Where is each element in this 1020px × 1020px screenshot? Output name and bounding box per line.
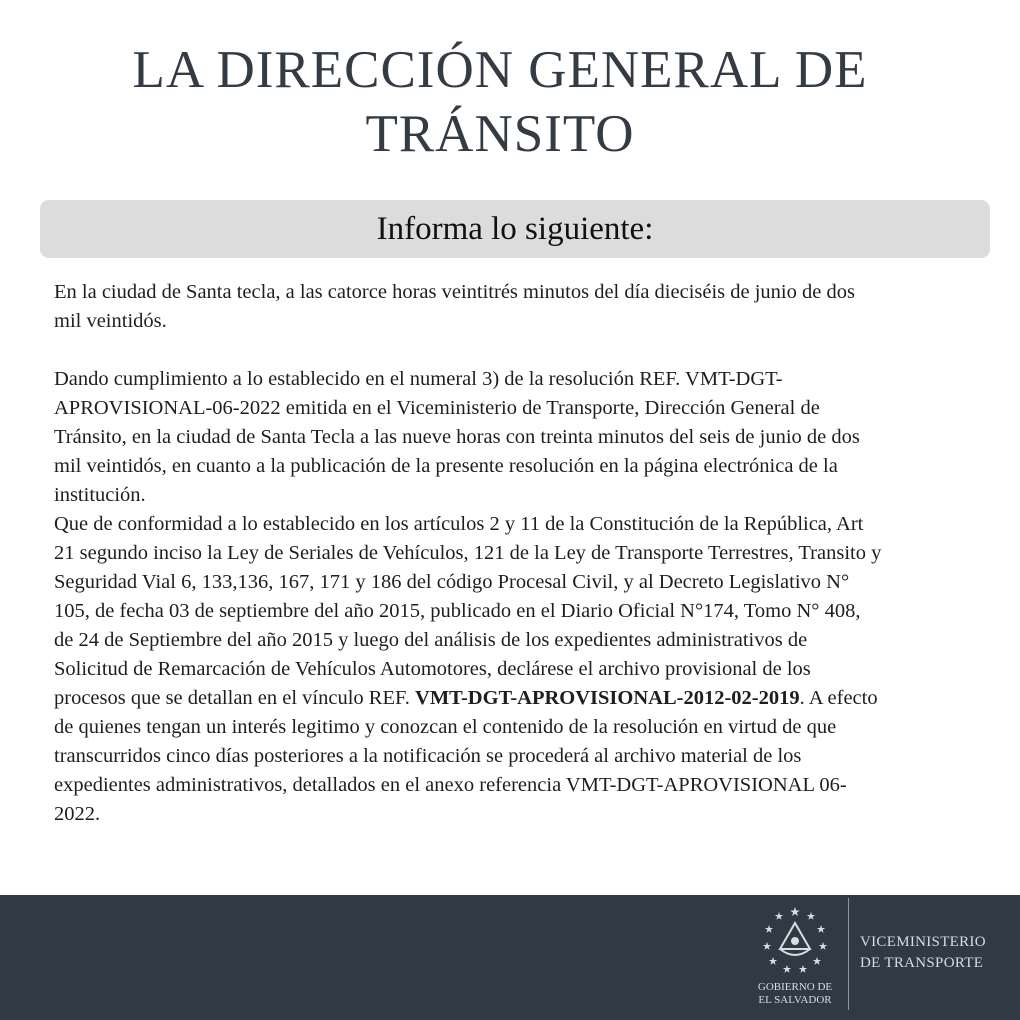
paragraph-resolution [54,510,884,829]
resolution-reference: VMT-DGT-APROVISIONAL-2012-02-2019 [415,687,800,709]
paragraph-date: En la ciudad de Santa tecla, a las catorce horas veintitrés minutos del día dieciséis de junio de dos mil veintidós. [54,281,855,332]
ministry-line-1: VICEMINISTERIO [860,934,986,950]
gov-line-2: EL SALVADOR [758,994,832,1006]
government-label [742,981,848,1007]
ministry-label [860,932,986,974]
banner-text: Informa lo siguiente: [376,210,654,247]
paragraph-compliance: Dando cumplimiento a lo establecido en el numeral 3) de la resolución REF. VMT-DGT-APROVISIONAL-06-2022 emitida en el Viceministerio de Transporte, Dirección General de Tránsito, en la ciudad de Santa Tecla a las nueve horas con treinta minutos del seis de junio de dos mil veintidós, en cuanto a la publicación de la presente resolución en la página electrónica de la institución. [54,368,860,506]
page-title [0,38,1000,166]
paragraph-resolution-start: Que de conformidad a lo establecido en los artículos 2 y 11 de la Constitución de la República, Art 21 segundo inciso la Ley de Seriales de Vehículos, 121 de la Ley de Transporte Terrestres, Transito y Seguridad Vial 6, 133,136, 167, 171 y 186 del código Procesal Civil, y al Decreto Legislativo N° 105, de fecha 03 de septiembre del año 2015, publicado en el Diario Oficial N°174, Tomo N° 408, de 24 de Septiembre del año 2015 y luego del análisis de los expedientes administrativos de Solicitud de Remarcación de Vehículos Automotores, declárese el archivo provisional de los procesos que se detallan en el vínculo REF. [54,513,882,709]
footer-divider [848,898,849,1010]
info-banner [40,200,990,258]
gov-line-1: GOBIERNO DE [757,981,833,993]
ministry-line-2: DE TRANSPORTE [860,955,984,971]
notice-body [54,278,884,829]
title-line-1: LA DIRECCIÓN GENERAL DE [132,41,868,99]
paragraph-resolution-end: . A efecto de quienes tengan un interés legitimo y conozcan el contenido de la resolución en virtud de que transcurridos cinco días posteriores a la notificación se procederá al archivo material de los expedientes administrativos, detallados en el anexo referencia VMT-DGT-APROVISIONAL 06-2022. [54,687,878,825]
title-line-2: TRÁNSITO [365,105,635,163]
coat-of-arms-icon [760,905,830,977]
